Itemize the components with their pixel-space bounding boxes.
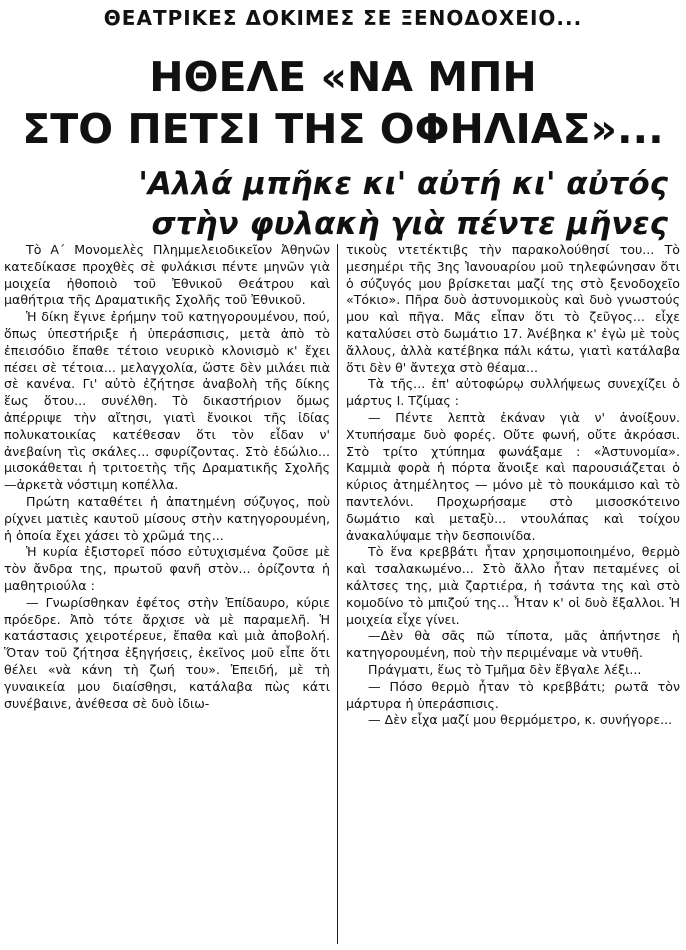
subheadline-line-2: στὴν φυλακὴ γιὰ πέντε μῆνες: [151, 206, 668, 242]
paragraph: Πρώτη καταθέτει ἡ ἀπατημένη σύζυγος, ποὺ ρίχνει ματιὲς καυτοῦ μίσους στὴν κατηγορουμένη, ἡ ὁποία ἔχει χάσει τὸ χρῶμά της...: [4, 493, 330, 543]
paragraph: — Πέντε λεπτὰ ἐκάναν γιὰ ν' ἀνοίξουν. Χτυπήσαμε δυὸ φορές. Οὔτε φωνή, οὔτε ἀκρόασι. Στὸ τρίτο χτύπημα φωνάξαμε : «Ἀστυνομία». Καμμιὰ φορὰ ἡ πόρτα ἄνοιξε καὶ παρουσιάζεται ὁ κύριος ἀτημέλητος — μόνο μὲ τὸ πουκάμισο καὶ τὸ παντελόνι. Προχωρήσαμε στὸ μισοσκότεινο δωμάτιο καὶ μεταξὺ... ντουλάπας καὶ τοίχου ἀνακαλύψαμε τὴν δεσποινίδα.: [346, 409, 680, 543]
subheadline-line-1: 'Αλλά μπῆκε κι' αὐτή κι' αὐτός: [138, 166, 668, 202]
paragraph: Τὸ Α΄ Μονομελὲς Πλημμελειοδικεῖον Ἀθηνῶν κατεδίκασε προχθὲς σὲ φυλάκισι πέντε μηνῶν γιὰ μοιχεία ἠθοποιὸ τοῦ Ἐθνικοῦ Θεάτρου καὶ μαθήτρια τῆς Δραματικῆς Σχολῆς τοῦ Ἐθνικοῦ.: [4, 242, 330, 308]
paragraph: τικοὺς ντετέκτιβς τὴν παρακολούθησί του... Τὸ μεσημέρι τῆς 3ης Ἰανουαρίου μοῦ τηλεφώνησαν ὅτι ὁ σύζυγός μου βρίσκεται μαζί της στὸ ξενοδοχεῖο «Τόκιο». Πῆρα δυὸ ἀστυνομικοὺς καὶ δυὸ γνωστούς μου καὶ πῆγα. Μᾶς εἶπαν ὅτι τὸ ζεῦγος... εἶχε καταλύσει στὸ δωμάτιο 17. Ἀνέβηκα κ' ἐγὼ μὲ τοὺς ἄλλους, ἀλλὰ κατέβηκα πάλι κάτω, γιατὶ κατάλαβα ὅτι δὲν θ' ἄντεχα στὸ θέαμα...: [346, 242, 680, 375]
headline-line-2: ΣΤΟ ΠΕΤΣΙ ΤΗΣ ΟΦΗΛΙΑΣ»...: [22, 105, 664, 153]
column-divider: [337, 244, 338, 944]
kicker-line: ΘΕΑΤΡΙΚΕΣ ΔΟΚΙΜΕΣ ΣΕ ΞΕΝΟΔΟΧΕΙΟ...: [103, 6, 583, 30]
paragraph: — Δὲν εἶχα μαζί μου θερμόμετρο, κ. συνήγορε...: [368, 712, 673, 728]
paragraph: — Πόσο θερμὸ ἦταν τὸ κρεββάτι; ρωτᾶ τὸν μάρτυρα ἡ ὑπεράσπισις.: [346, 678, 680, 711]
article-column-right: [346, 242, 680, 948]
paragraph: Πράγματι, ἕως τὸ Τμῆμα δὲν ἔβγαλε λέξι...: [368, 661, 642, 677]
headline-line-1: ΗΘΕΛΕ «ΝΑ ΜΠΗ: [149, 53, 537, 101]
paragraph: Ἡ κυρία ἐξιστορεῖ πόσο εὐτυχισμένα ζοῦσε μὲ τὸν ἄνδρα της, πρωτοῦ φανῆ στὸν... ὁρίζοντα ἡ μαθητριούλα :: [4, 544, 330, 593]
paragraph: Τὰ τῆς... ἐπ' αὐτοφώρῳ συλλήψεως συνεχίζει ὁ μάρτυς Ι. Τζίμας :: [346, 376, 680, 409]
article-column-left: [4, 242, 330, 948]
paragraph: —Δὲν θὰ σᾶς πῶ τίποτα, μᾶς ἀπήντησε ἡ κατηγορουμένη, ποὺ τὴν περιμέναμε νὰ ντυθῆ.: [346, 628, 680, 661]
paragraph: Ἡ δίκη ἔγινε ἐρήμην τοῦ κατηγορουμένου, πού, ὅπως ὑπεστήριξε ἡ ὑπεράσπισις, μετὰ ἀπὸ τὸ ἐπεισόδιο ἔπαθε τέτοιο νευρικὸ κλονισμὸ κ' ἔχει πέσει σὲ τέτοια... μελαγχολία, ὥστε δὲν μιλάει πιὰ σὲ κανένα. Γι' αὐτὸ ἐζήτησε ἀναβολὴ τῆς δίκης ἕως ὅτου... συνέλθη. Τὸ δικαστήριον ὅμως ἀπέρριψε τὴν αἴτησι, γιατὶ ἔνοικοι τῆς ἰδίας πολυκατοικίας κατέθεσαν ὅτι τὸν εἶδαν ν' ἀνεβαίνη τὶς σκάλες... σφυρίζοντας. Στὸ ἑδώλιο... μισοκάθεται ἡ τριτοετὴς τῆς Δραματικῆς Σχολῆς —ἀρκετὰ νόστιμη κοπέλλα.: [4, 309, 330, 493]
paragraph: — Γνωρίσθηκαν ἐφέτος στὴν Ἐπίδαυρο, κύριε πρόεδρε. Ἀπὸ τότε ἄρχισε νὰ μὲ παραμελῆ. Ἡ κατάστασις χειροτέρευε, ἔπαθα καὶ μιὰ ἀποβολή. Ὅταν τοῦ ζήτησα ἐξηγήσεις, ἐκεῖνος μοῦ εἶπε ὅτι θέλει «νὰ κάνη τὴ ζωή του». Ἐπειδή, μὲ τὴ γυναικεία μου διαίσθησι, κατάλαβα πὼς κάτι συνέβαινε, ἀνέθεσα σὲ δυὸ ἰδιω-: [4, 594, 330, 711]
paragraph: Τὸ ἕνα κρεββάτι ἦταν χρησιμοποιημένο, θερμὸ καὶ τσαλακωμένο... Στὸ ἄλλο ἦταν πεταμένες οἱ κάλτσες της, μιὰ ζαρτιέρα, ἡ τσάντα της καὶ στὸ κομοδίνο τὸ μπιζού της... Ἦταν κ' οἱ δυὸ ἔξαλλοι. Ἡ μοιχεία εἶχε γίνει.: [346, 544, 680, 627]
